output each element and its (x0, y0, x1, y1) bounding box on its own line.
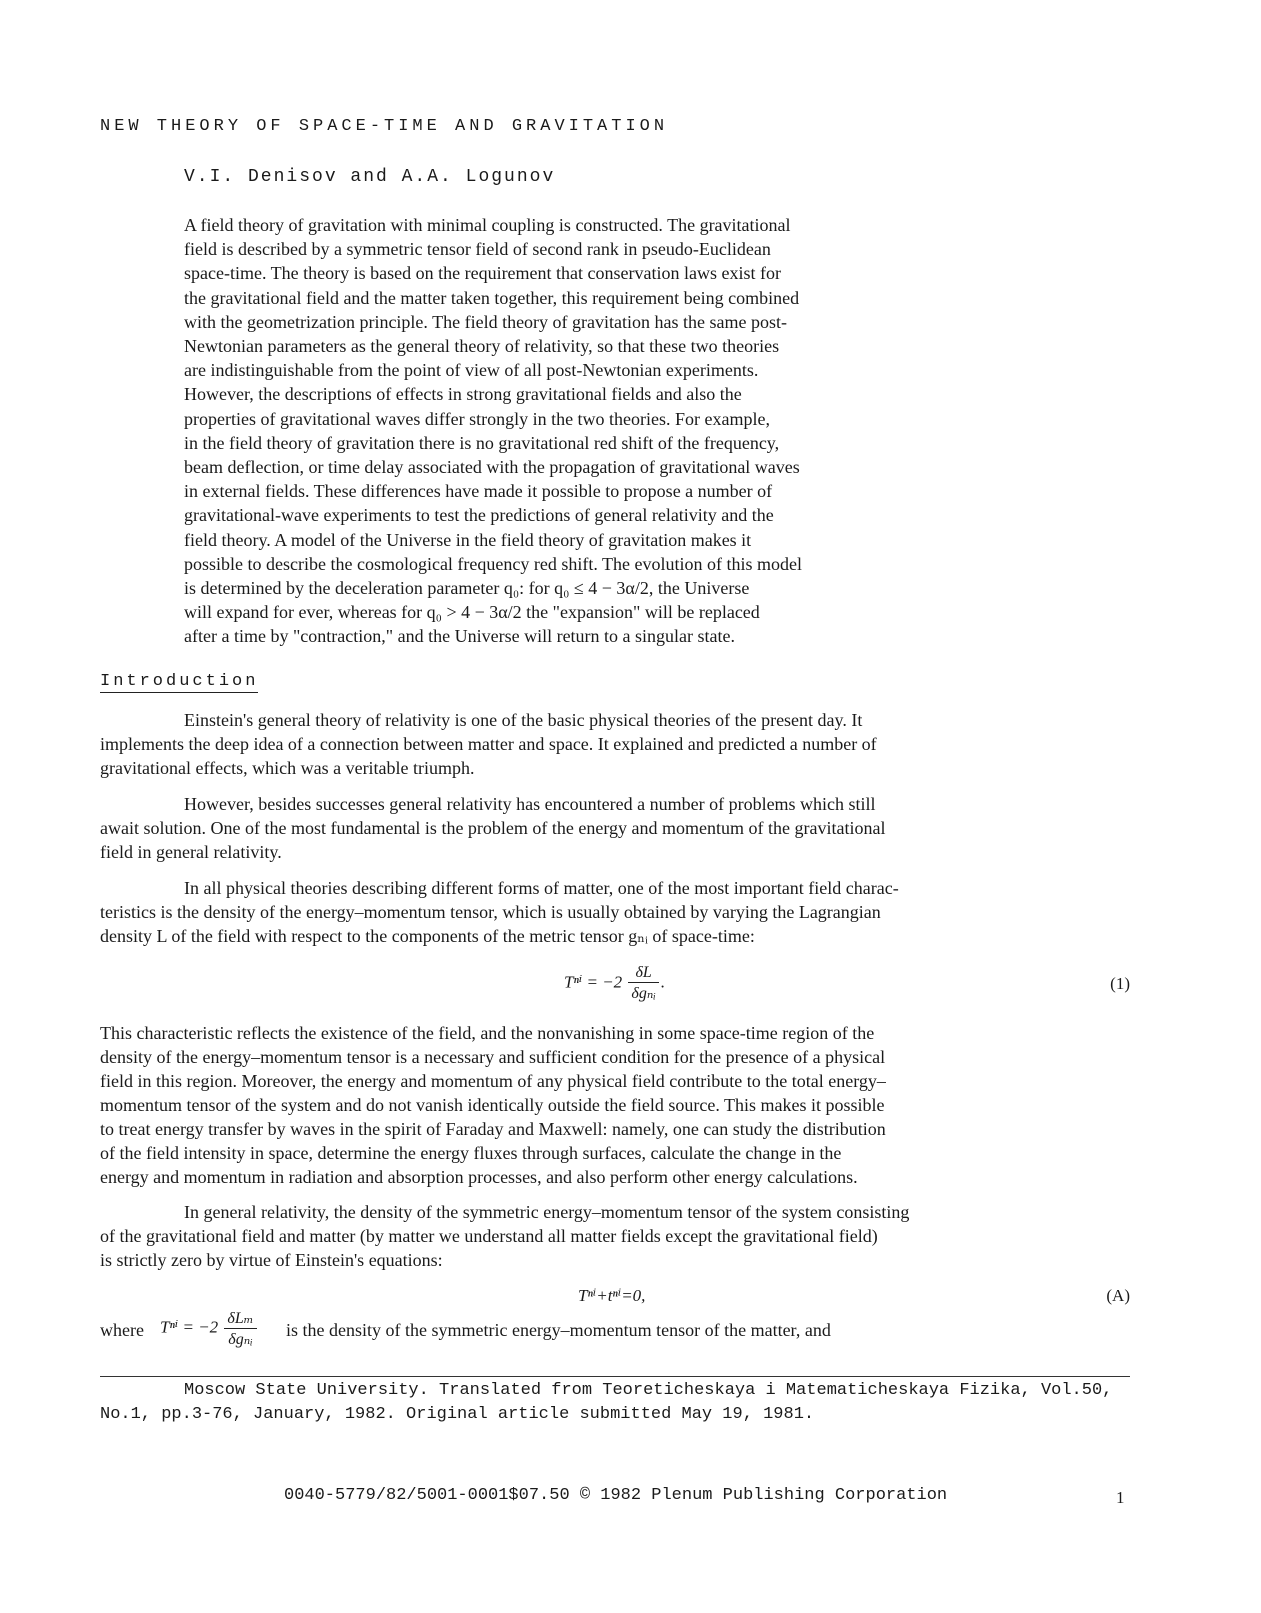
paragraph-line: of the field intensity in space, determine the energy fluxes through surfaces, calculate the change in the (100, 1143, 842, 1163)
paragraph-line: field in general relativity. (100, 842, 282, 862)
section-heading-introduction: Introduction (100, 672, 259, 691)
footnote-rule (100, 1376, 1130, 1377)
paragraph-line: of the gravitational field and matter (by matter we understand all matter fields except the gravitational field) (100, 1226, 878, 1246)
abstract-line: field theory. A model of the Universe in the field theory of gravitation makes it (184, 529, 752, 550)
abstract-line: gravitational-wave experiments to test the predictions of general relativity and the (184, 505, 774, 526)
equation-1 (100, 962, 1130, 1008)
paragraph-line: teristics is the density of the energy–momentum tensor, which is usually obtained by varying the Lagrangian (100, 902, 881, 922)
intro-paragraph-2 (100, 792, 1130, 864)
paragraph-line: In general relativity, the density of the symmetric energy–momentum tensor of the system consisting (184, 1202, 910, 1222)
abstract-line: possible to describe the cosmological frequency red shift. The evolution of this model (184, 553, 803, 574)
intro-paragraph-1 (100, 708, 1130, 780)
copyright-line: 0040-5779/82/5001-0001$07.50 © 1982 Plenum Publishing Corporation (284, 1486, 948, 1505)
paragraph-line: to treat energy transfer by waves in the spirit of Faraday and Maxwell: namely, one can study the distribution (100, 1119, 886, 1139)
equation-1-fraction (628, 964, 658, 1003)
intro-paragraph-3 (100, 876, 1130, 948)
footnote-line: Moscow State University. Translated from Teoreticheskaya i Matematicheskaya Fizika, Vol.50, (184, 1381, 1113, 1400)
equation-1-numerator: δL (628, 964, 658, 983)
abstract (184, 213, 999, 649)
paragraph-line: is strictly zero by virtue of Einstein's equations: (100, 1250, 443, 1270)
abstract-line: properties of gravitational waves differ strongly in the two theories. For example, (184, 408, 771, 429)
equation-1-number: (1) (1110, 974, 1130, 993)
equation-1-tail: . (660, 972, 666, 992)
where-formula (160, 1308, 259, 1349)
where-formula-numerator: δLₘ (224, 1308, 256, 1329)
where-formula-denominator: δgₙᵢ (228, 1331, 253, 1348)
paragraph-line: In all physical theories describing different forms of matter, one of the most important field charac- (184, 878, 899, 898)
where-formula-fraction (224, 1308, 256, 1349)
abstract-line: with the geometrization principle. The field theory of gravitation has the same post- (184, 311, 787, 332)
intro-paragraph-4 (100, 1021, 1130, 1189)
intro-paragraph-5 (100, 1200, 1130, 1272)
paper-title: NEW THEORY OF SPACE-TIME AND GRAVITATION (100, 117, 669, 136)
where-prefix: where (100, 1320, 144, 1340)
paragraph-line: Einstein's general theory of relativity is one of the basic physical theories of the present day. It (184, 710, 863, 730)
where-suffix: is the density of the symmetric energy–momentum tensor of the matter, and (286, 1320, 831, 1340)
paragraph-line: This characteristic reflects the existence of the field, and the nonvanishing in some space-time region of the (100, 1023, 875, 1043)
footnote-line: No.1, pp.3-76, January, 1982. Original article submitted May 19, 1981. (100, 1405, 815, 1424)
where-line (100, 1306, 1130, 1354)
abstract-line: after a time by "contraction," and the Universe will return to a singular state. (184, 626, 736, 647)
equation-1-body (564, 964, 665, 1003)
paragraph-line: await solution. One of the most fundamental is the problem of the energy and momentum of the gravitational (100, 818, 886, 838)
abstract-line: are indistinguishable from the point of view of all post-Newtonian experiments. (184, 360, 759, 381)
paragraph-line: density of the energy–momentum tensor is a necessary and sufficient condition for the presence of a physical (100, 1047, 886, 1067)
paragraph-line: density L of the field with respect to the components of the metric tensor gₙᵢ of space-time: (100, 926, 755, 946)
abstract-line: in external fields. These differences have made it possible to propose a number of (184, 481, 773, 502)
abstract-line: in the field theory of gravitation there is no gravitational red shift of the frequency, (184, 432, 780, 453)
paragraph-line: gravitational effects, which was a veritable triumph. (100, 758, 475, 778)
abstract-line: is determined by the deceleration parameter q₀: for q₀ ≤ 4 − 3α/2, the Universe (184, 578, 750, 599)
footnote (100, 1379, 1130, 1427)
author-line: V.I. Denisov and A.A. Logunov (184, 167, 556, 187)
abstract-line: beam deflection, or time delay associated with the propagation of gravitational waves (184, 457, 800, 478)
page-number: 1 (1116, 1488, 1125, 1507)
abstract-line: space-time. The theory is based on the requirement that conservation laws exist for (184, 263, 781, 284)
abstract-line: However, the descriptions of effects in strong gravitational fields and also the (184, 384, 742, 405)
abstract-line: A field theory of gravitation with minimal coupling is constructed. The gravitational (184, 215, 791, 235)
equation-A-body: Tⁿⁱ+tⁿⁱ=0, (578, 1286, 646, 1305)
paragraph-line: implements the deep idea of a connection between matter and space. It explained and predicted a number of (100, 734, 877, 754)
abstract-line: Newtonian parameters as the general theory of relativity, so that these two theories (184, 336, 780, 357)
equation-A-number: (A) (1106, 1286, 1130, 1305)
where-formula-lhs: Tⁿⁱ = −2 (160, 1317, 219, 1337)
equation-1-denominator: δgₙᵢ (631, 985, 656, 1002)
paragraph-line: energy and momentum in radiation and absorption processes, and also perform other energy calculations. (100, 1167, 858, 1187)
equation-1-lhs: Tⁿⁱ = −2 (564, 972, 623, 992)
paragraph-line: momentum tensor of the system and do not vanish identically outside the field source. This makes it possible (100, 1095, 885, 1115)
paragraph-line: field in this region. Moreover, the energy and momentum of any physical field contribute to the total energy– (100, 1071, 886, 1091)
abstract-line: field is described by a symmetric tensor field of second rank in pseudo-Euclidean (184, 239, 771, 260)
abstract-line: the gravitational field and the matter taken together, this requirement being combined (184, 287, 800, 308)
abstract-line: will expand for ever, whereas for q₀ > 4 − 3α/2 the "expansion" will be replaced (184, 602, 760, 623)
paragraph-line: However, besides successes general relativity has encountered a number of problems which still (184, 794, 876, 814)
